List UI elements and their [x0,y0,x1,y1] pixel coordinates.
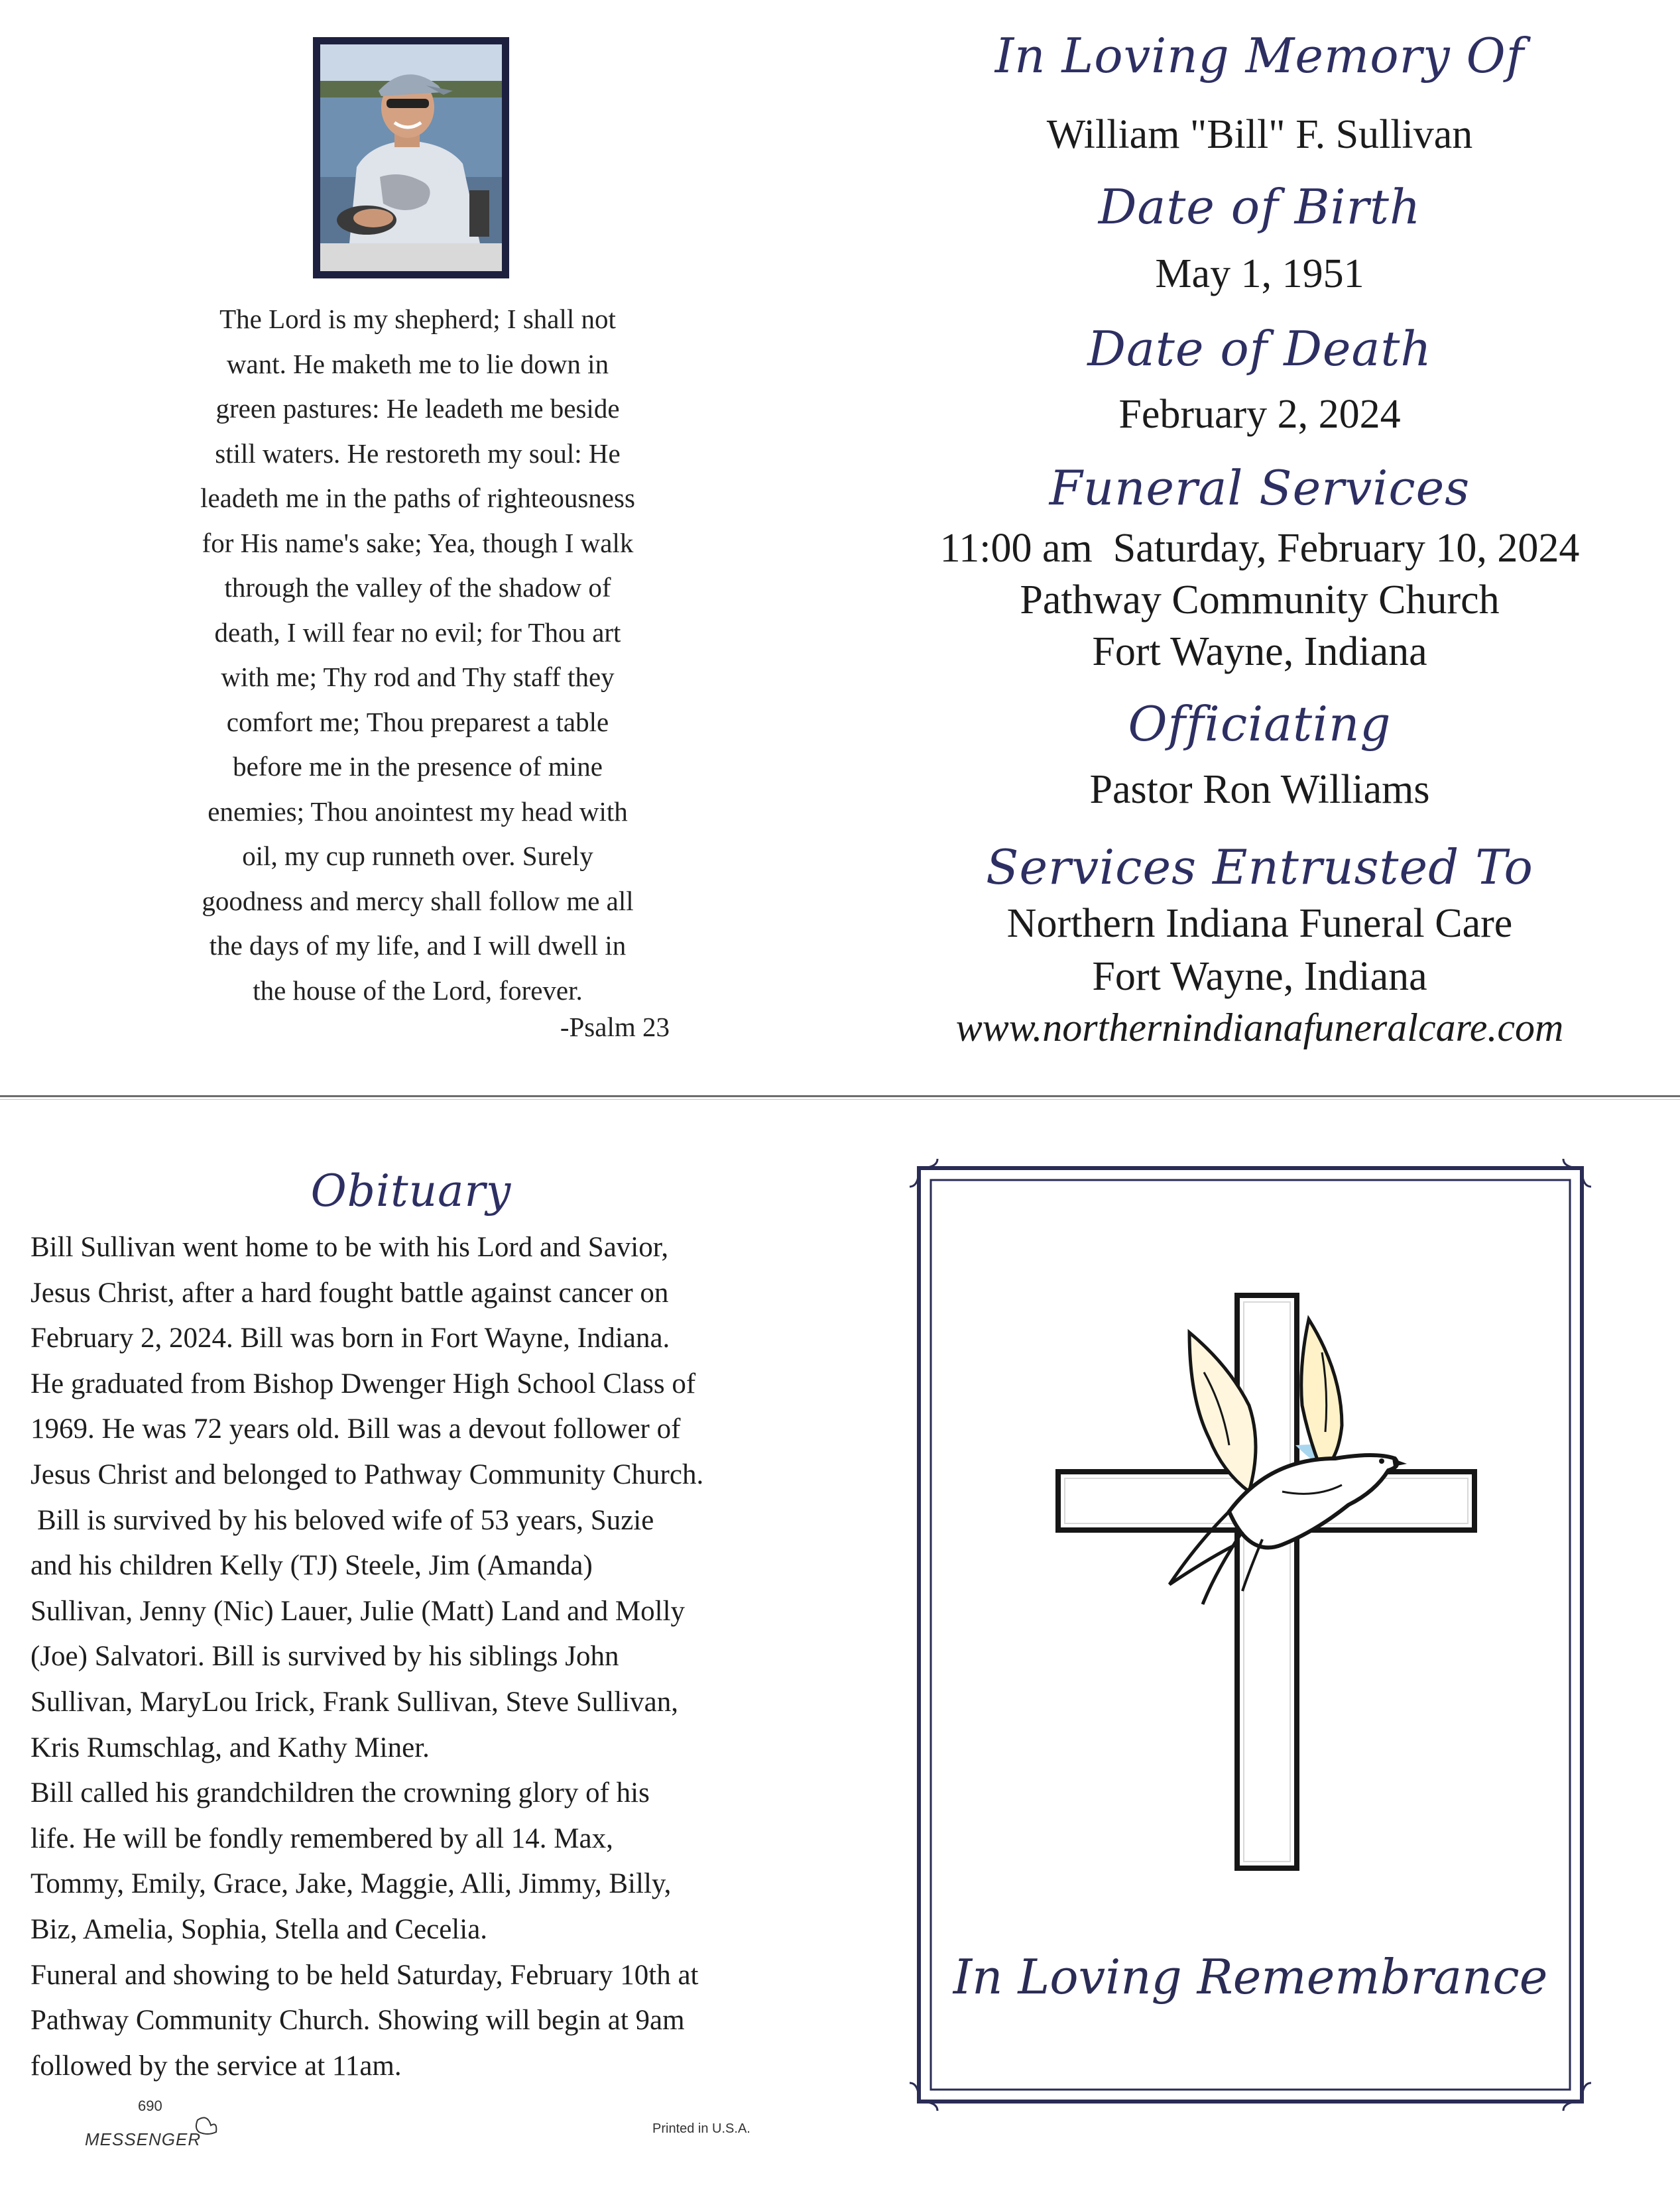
obituary-line: He graduated from Bishop Dwenger High School Class of [30,1368,696,1399]
funeral-home-website[interactable]: www.northernindianafuneralcare.com [955,1006,1564,1049]
services-city: Fort Wayne, Indiana [1092,629,1427,674]
birth-date: May 1, 1951 [1155,251,1364,296]
psalm-line: death, I will fear no evil; for Thou art [214,617,621,648]
psalm-line: through the valley of the shadow of [224,572,611,603]
officiant-name: Pastor Ron Williams [1089,767,1430,812]
obituary-line: Biz, Amelia, Sophia, Stella and Cecelia. [30,1913,488,1945]
obituary-line: 1969. He was 72 years old. Bill was a devout follower of [30,1413,681,1445]
entrusted-heading: Services Entrusted To [986,839,1533,895]
psalm-text [159,297,676,1013]
obituary-text [30,1225,806,2089]
services-time: 11:00 am Saturday, February 10, 2024 [939,526,1580,571]
obituary-line: Pathway Community Church. Showing will begin at 9am [30,2005,685,2037]
obituary-line: and his children Kelly (TJ) Steele, Jim (Amanda) [30,1550,593,1582]
obituary-line: Jesus Christ, after a hard fought battle against cancer on [30,1277,669,1309]
psalm-line: with me; Thy rod and Thy staff they [221,662,615,692]
psalm-line: want. He maketh me to lie down in [226,348,609,379]
obituary-line: Kris Rumschlag, and Kathy Miner. [30,1732,430,1763]
fold-line-shadow [0,1099,1680,1100]
psalm-line: goodness and mercy shall follow me all [202,885,634,916]
psalm-line: The Lord is my shepherd; I shall not [219,304,616,334]
portrait-photo [313,37,509,278]
obituary-line: Bill called his grandchildren the crowning glory of his [30,1777,650,1809]
psalm-line: enemies; Thou anointest my head with [208,796,628,827]
psalm-line: comfort me; Thou preparest a table [226,706,609,737]
messenger-logo [85,2113,224,2153]
obituary-title: Obituary [310,1165,512,1216]
obituary-line: Funeral and showing to be held Saturday, February 10th at [30,1959,699,1991]
services-place: Pathway Community Church [1020,577,1500,622]
obituary-line: Sullivan, MaryLou Irick, Frank Sullivan, Steve Sullivan, [30,1686,678,1718]
psalm-line: before me in the presence of mine [233,751,603,782]
messenger-brand: MESSENGER [85,2129,202,2149]
funeral-home-city: Fort Wayne, Indiana [1092,954,1427,999]
obituary-line: Tommy, Emily, Grace, Jake, Maggie, Alli, Jimmy, Billy, [30,1868,672,1900]
funeral-home-name: Northern Indiana Funeral Care [1006,901,1513,946]
officiating-heading: Officiating [1128,696,1392,752]
printed-note: Printed in U.S.A. [652,2121,750,2136]
psalm-line: the house of the Lord, forever. [253,975,583,1006]
portrait-photo-icon [320,44,502,271]
psalm-line: leadeth me in the paths of righteousness [200,483,635,513]
death-heading: Date of Death [1087,321,1432,377]
obituary-line: February 2, 2024. Bill was born in Fort Wayne, Indiana. [30,1323,670,1354]
psalm-line: still waters. He restoreth my soul: He [215,438,621,469]
obituary-line: Bill is survived by his beloved wife of 53 years, Suzie [37,1504,654,1536]
services-heading: Funeral Services [1049,460,1470,516]
obituary-line: Bill Sullivan went home to be with his Lord and Savior, [30,1232,669,1263]
cover-title: In Loving Remembrance [953,1949,1548,2005]
card-number: 690 [138,2098,162,2114]
memory-heading: In Loving Memory Of [994,28,1525,84]
psalm-reference: -Psalm 23 [560,1012,670,1042]
obituary-line: (Joe) Salvatori. Bill is survived by his siblings John [30,1641,619,1673]
death-date: February 2, 2024 [1118,392,1401,437]
deceased-name: William "Bill" F. Sullivan [1046,112,1473,157]
obituary-line: Sullivan, Jenny (Nic) Lauer, Julie (Matt) Land and Molly [30,1595,686,1627]
psalm-line: for His name's sake; Yea, though I walk [202,527,634,558]
psalm-line: oil, my cup runneth over. Surely [242,841,593,871]
obituary-line: life. He will be fondly remembered by all 14. Max, [30,1822,613,1854]
birth-heading: Date of Birth [1098,179,1421,235]
obituary-line: Jesus Christ and belonged to Pathway Community Church. [30,1458,704,1490]
fold-line [0,1095,1680,1097]
cross-with-dove-icon [1030,1293,1481,1903]
psalm-line: the days of my life, and I will dwell in [209,930,627,961]
psalm-line: green pastures: He leadeth me beside [215,393,620,424]
obituary-line: followed by the service at 11am. [30,2050,402,2082]
